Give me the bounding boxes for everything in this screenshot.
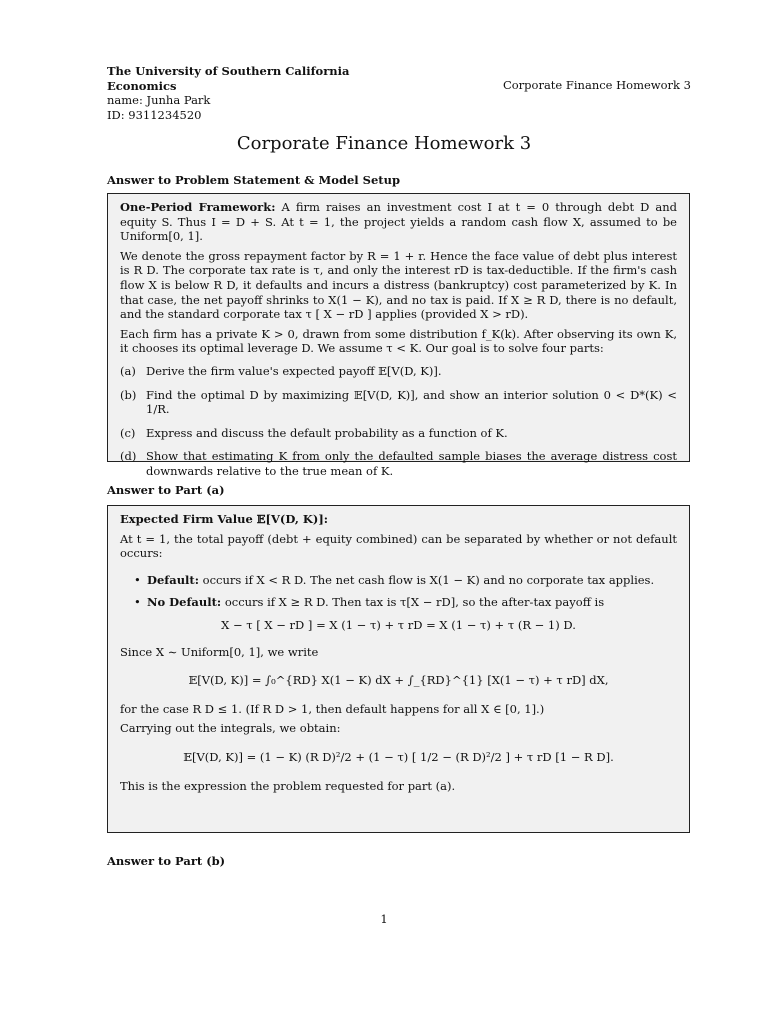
page-number: 1: [380, 912, 388, 926]
list-item: • No Default: occurs if X ≥ R D. Then tax is τ[X − rD], so the after-tax payoff is: [134, 595, 605, 610]
closing-text: This is the expression the problem requested for part (a).: [120, 778, 456, 793]
list-item: (b) Find the optimal D by maximizing 𝔼[V(D, K)], and show an interior solution 0 < D*(K) < 1/R.: [120, 387, 677, 417]
page-title: Corporate Finance Homework 3: [236, 133, 532, 154]
setup-paragraph-1: [120, 200, 677, 244]
setup-lead: One-Period Framework:: [120, 200, 276, 214]
setup-paragraph-2: We denote the gross repayment factor by R = 1 + r. Hence the face value of debt plus interest is R D. The corporate tax rate is τ, and only the interest rD is tax-deductible. If the firm's cash flow X is below R D, it defaults and incurs a distress (bankruptcy) cost parameterized by K. In that case, the net payoff shrinks to X(1 − K), and no tax is paid. If X ≥ R D, there is no default, and the standard corporate tax τ [ X − rD ] applies (provided X > rD).: [120, 248, 677, 322]
equation-expected-value-result: 𝔼[V(D, K)] = (1 − K) (R D)²/2 + (1 − τ) [ 1/2 − (R D)²/2 ] + τ rD [1 − R D].: [183, 749, 614, 764]
list-item: (c) Express and discuss the default probability as a function of K.: [120, 425, 508, 440]
section-heading-part-b: Answer to Part (b): [107, 854, 226, 868]
setup-paragraph-3: Each firm has a private K > 0, drawn from some distribution f_K(k). After observing its own K, it chooses its optimal leverage D. We assume τ < K. Our goal is to solve four parts:: [120, 326, 677, 356]
task-list: [120, 364, 677, 479]
student-name: name: Junha Park: [107, 93, 211, 107]
student-id: ID: 9311234520: [107, 107, 202, 122]
since-text: Since X ∼ Uniform[0, 1], we write: [120, 644, 319, 659]
section-heading-part-a: Answer to Part (a): [107, 483, 225, 497]
part-a-lead: Expected Firm Value 𝔼[V(D, K)]:: [120, 512, 329, 526]
case-bullets: [134, 573, 677, 610]
list-item: (d) Show that estimating K from only the defaulted sample biases the average distress cost downwards relative to the true mean of K.: [120, 449, 677, 478]
setup-box: [107, 193, 690, 478]
university-name: The University of Southern California: [107, 64, 350, 78]
running-header: Corporate Finance Homework 3: [502, 78, 691, 92]
department-name: Economics: [107, 78, 177, 93]
list-item: (a) Derive the firm value's expected payoff 𝔼[V(D, K)].: [120, 363, 442, 378]
part-a-intro: At t = 1, the total payoff (debt + equity combined) can be separated by whether or not default occurs:: [120, 531, 677, 561]
equation-after-tax-payoff: X − τ [ X − rD ] = X (1 − τ) + τ rD = X (1 − τ) + τ (R − 1) D.: [221, 617, 576, 632]
case-text: for the case R D ≤ 1. (If R D > 1, then default happens for all X ∈ [0, 1].): [120, 701, 545, 716]
equation-expected-value-integral: 𝔼[V(D, K)] = ∫₀^{RD} X(1 − K) dX + ∫_{RD}^{1} [X(1 − τ) + τ rD] dX,: [188, 673, 609, 688]
part-a-box: [107, 505, 690, 833]
carry-text: Carrying out the integrals, we obtain:: [120, 721, 341, 736]
author-block: [107, 64, 349, 122]
section-heading-setup: Answer to Problem Statement & Model Setup: [107, 173, 401, 187]
setup-text-1: A firm raises an investment cost I at t = 0 through debt D and equity S. Thus I = D + S. At t = 1, the project yields a random cash flow X, assumed to be Uniform[0, 1].: [120, 200, 677, 244]
list-item: • Default: occurs if X < R D. The net cash flow is X(1 − K) and no corporate tax applies.: [134, 572, 655, 587]
